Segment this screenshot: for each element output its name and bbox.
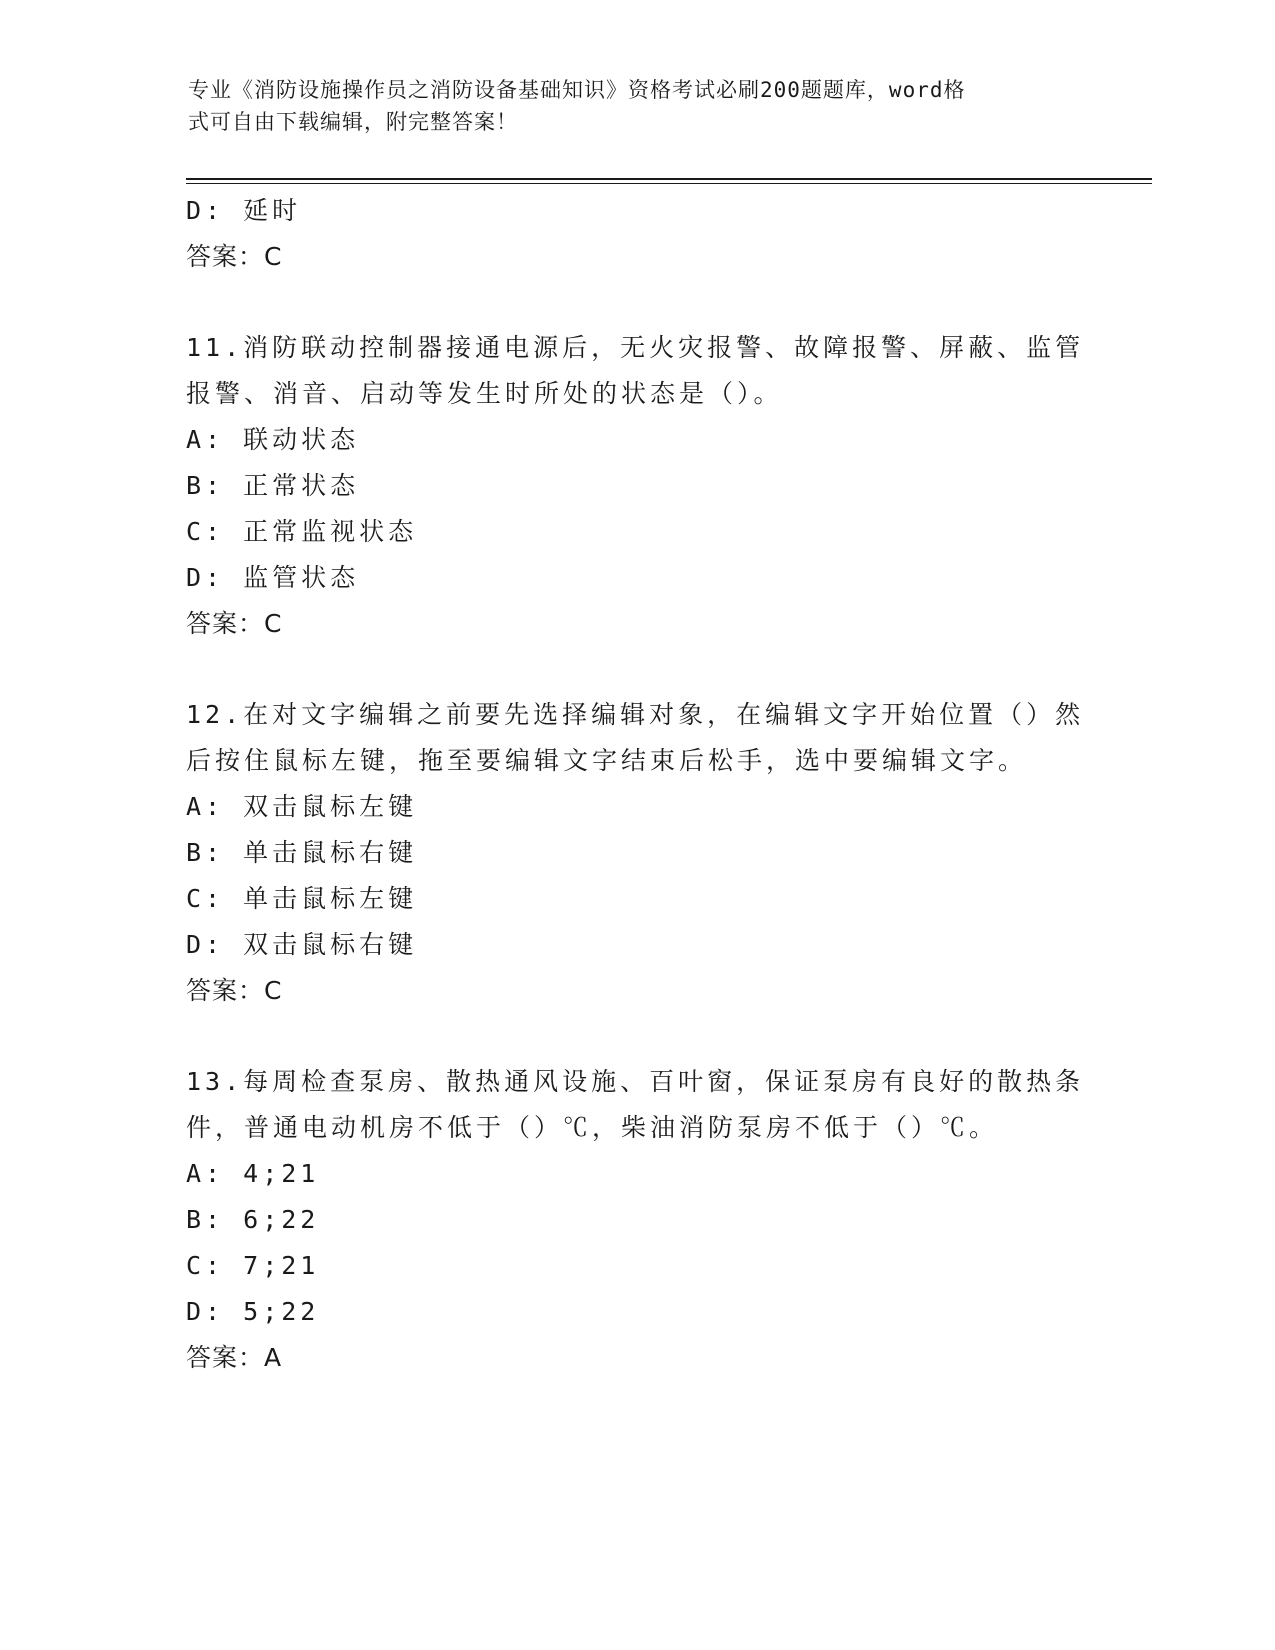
option-a: A: 双击鼠标左键 (186, 792, 418, 821)
header-line-2: 式可自由下载编辑，附完整答案！ (188, 110, 518, 134)
option-c: C: 7;21 (186, 1251, 320, 1280)
answer: 答案：C (186, 976, 283, 1005)
option-b: B: 正常状态 (186, 471, 360, 500)
question-text: 件，普通电动机房不低于（）℃，柴油消防泵房不低于（）℃。 (186, 1113, 999, 1142)
option-c: C: 正常监视状态 (186, 517, 418, 546)
spacer (186, 280, 1086, 325)
header-divider-thin (186, 183, 1152, 184)
question-text: 报警、消音、启动等发生时所处的状态是（）。 (186, 379, 783, 408)
option-d: D: 5;22 (186, 1297, 320, 1326)
answer: 答案：C (186, 242, 283, 271)
answer: 答案：A (186, 1343, 283, 1372)
option-c: C: 单击鼠标左键 (186, 884, 418, 913)
option-a: A: 联动状态 (186, 425, 360, 454)
option-d: D: 延时 (186, 196, 302, 225)
spacer (186, 1014, 1086, 1059)
option-d: D: 双击鼠标右键 (186, 930, 418, 959)
option-b: B: 单击鼠标右键 (186, 838, 418, 867)
answer: 答案：C (186, 609, 283, 638)
spacer (186, 647, 1086, 692)
question-text: 12.在对文字编辑之前要先选择编辑对象，在编辑文字开始位置（）然 (186, 700, 1085, 729)
question-11 (186, 325, 1086, 647)
question-10-tail (186, 188, 1086, 280)
question-text: 11.消防联动控制器接通电源后，无火灾报警、故障报警、屏蔽、监管 (186, 333, 1085, 362)
header-divider-thick (186, 178, 1152, 180)
option-a: A: 4;21 (186, 1159, 320, 1188)
question-text: 13.每周检查泵房、散热通风设施、百叶窗，保证泵房有良好的散热条 (186, 1067, 1085, 1096)
document-body (186, 188, 1086, 1381)
document-header (188, 74, 1068, 138)
question-13 (186, 1059, 1086, 1381)
header-line-1: 专业《消防设施操作员之消防设备基础知识》资格考试必刷200题题库，word格 (188, 78, 966, 102)
option-b: B: 6;22 (186, 1205, 320, 1234)
question-12 (186, 692, 1086, 1014)
option-d: D: 监管状态 (186, 563, 360, 592)
question-text: 后按住鼠标左键，拖至要编辑文字结束后松手，选中要编辑文字。 (186, 746, 1028, 775)
